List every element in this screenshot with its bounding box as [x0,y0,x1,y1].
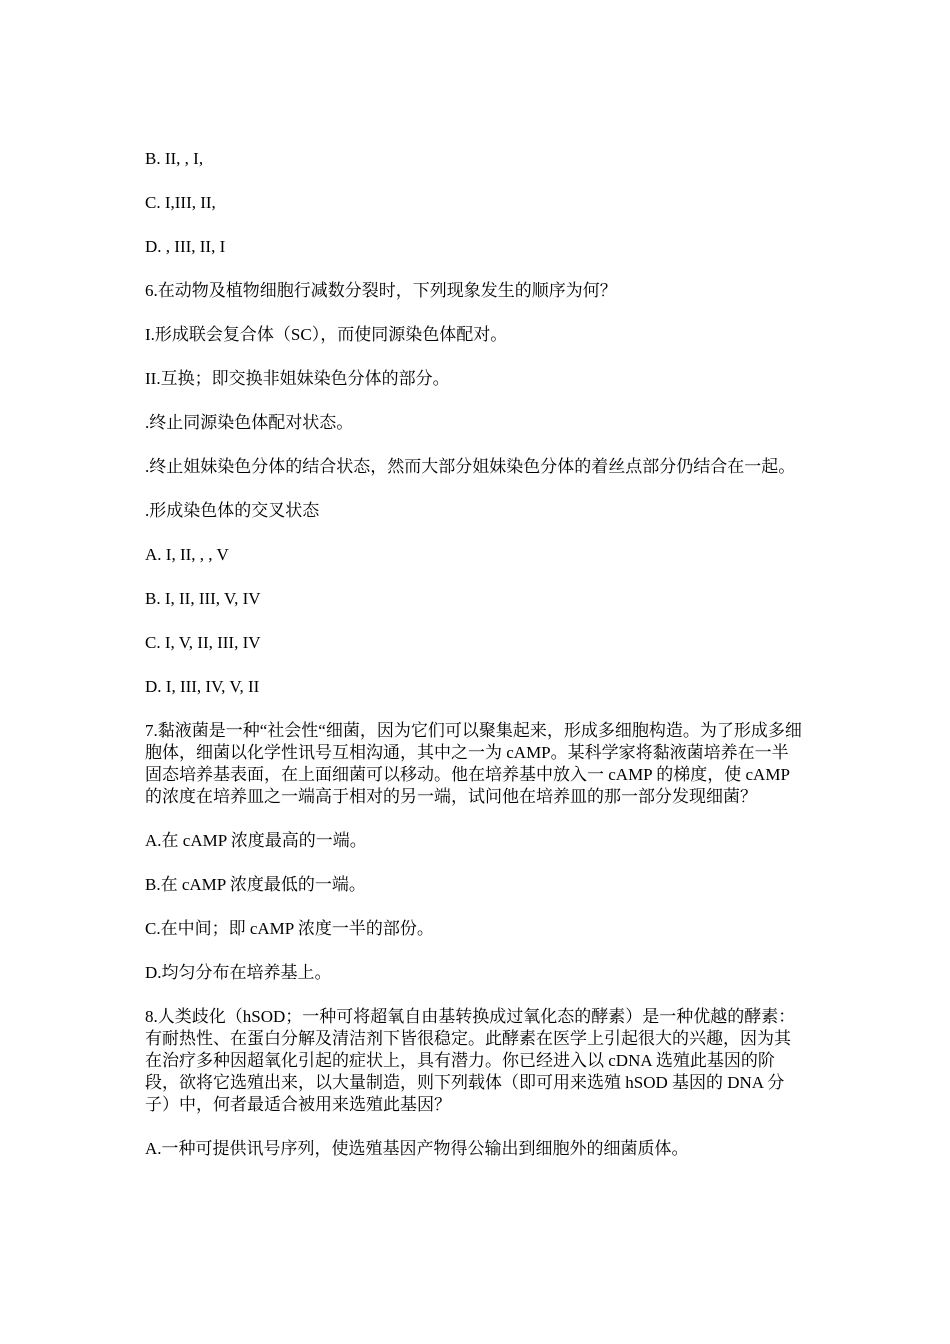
option-5c: C. I,III, II, [145,193,216,212]
option-6d: D. I, III, IV, V, II [145,677,260,696]
statement-6-ii: II.互换；即交换非姐妹染色分体的部分。 [145,369,450,388]
option-7d: D.均匀分布在培养基上。 [145,963,332,982]
option-7c: C.在中间；即 cAMP 浓度一半的部份。 [145,919,434,938]
option-5b: B. II, , I, [145,149,204,168]
statement-6-iv: .终止姐妹染色分体的结合状态，然而大部分姐妹染色分体的着丝点部分仍结合在一起。 [145,457,796,476]
option-7b: B.在 cAMP 浓度最低的一端。 [145,875,366,894]
document-body [145,148,805,1182]
option-6c: C. I, V, II, III, IV [145,633,261,652]
question-8: 8.人类歧化（hSOD；一种可将超氧自由基转换成过氧化态的酵素）是一种优越的酵素：有耐热性、在蛋白分解及清洁剂下皆很稳定。此酵素在医学上引起很大的兴趣，因为其在治疗多种因超氧化引起的症状上，具有潜力。你已经进入以 cDNA 选殖此基因的阶段，欲将它选殖出来，以大量制造，则下列载体（即可用来选殖 hSOD 基因的 DNA 分子）中，何者最适合被用来选殖此基因？ [145,1007,796,1114]
statement-6-v: .形成染色体的交叉状态 [145,501,320,520]
option-7a: A.在 cAMP 浓度最高的一端。 [145,831,367,850]
option-6a: A. I, II, , , V [145,545,229,564]
question-6: 6.在动物及植物细胞行减数分裂时，下列现象发生的顺序为何？ [145,281,617,300]
statement-6-iii: .终止同源染色体配对状态。 [145,413,354,432]
option-5d: D. , III, II, I [145,237,226,256]
question-7: 7.黏液菌是一种“社会性“细菌，因为它们可以聚集起来，形成多细胞构造。为了形成多细胞体，细菌以化学性讯号互相沟通，其中之一为 cAMP。某科学家将黏液菌培养在一半固态培养基表面，在上面细菌可以移动。他在培养基中放入一 cAMP 的梯度，使 cAMP 的浓度在培养皿之一端高于相对的另一端，试问他在培养皿的那一部分发现细菌？ [145,721,802,806]
statement-6-i: I.形成联会复合体（SC），而使同源染色体配对。 [145,325,508,344]
option-6b: B. I, II, III, V, IV [145,589,261,608]
option-8a: A.一种可提供讯号序列，使选殖基因产物得公输出到细胞外的细菌质体。 [145,1139,689,1158]
